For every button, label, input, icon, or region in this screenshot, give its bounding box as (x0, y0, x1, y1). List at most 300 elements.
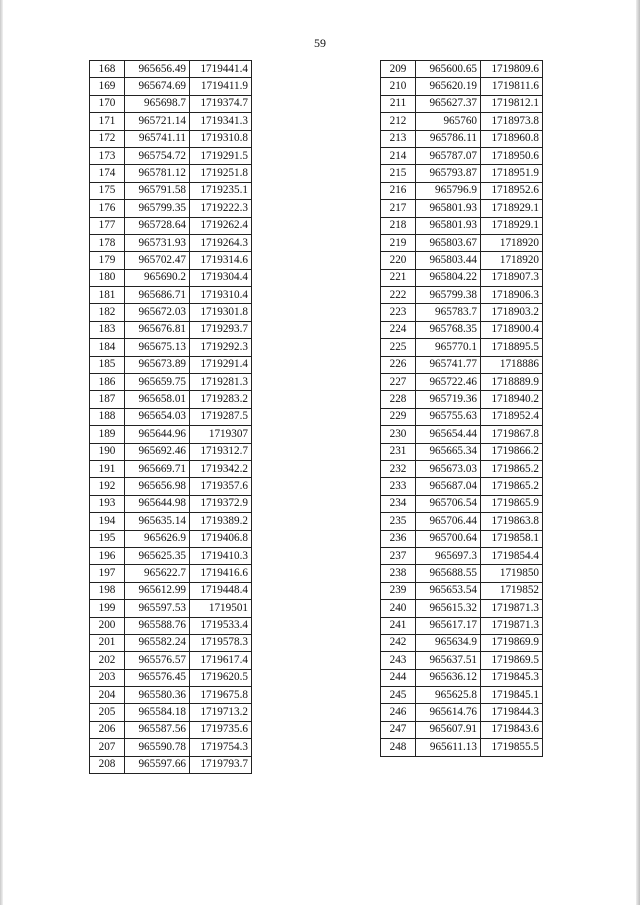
x-coordinate-cell: 965654.44 (416, 426, 481, 443)
point-number-cell: 215 (381, 165, 416, 182)
table-row (381, 304, 543, 321)
table-row (381, 443, 543, 460)
y-coordinate-cell: 1719675.8 (190, 687, 252, 704)
x-coordinate-cell: 965692.46 (125, 443, 190, 460)
table-row (90, 374, 252, 391)
y-coordinate-cell: 1719406.8 (190, 530, 252, 547)
point-number-cell: 241 (381, 617, 416, 634)
table-row (381, 61, 543, 78)
point-number-cell: 220 (381, 252, 416, 269)
x-coordinate-cell: 965804.22 (416, 269, 481, 286)
table-row (90, 182, 252, 199)
y-coordinate-cell: 1719372.9 (190, 495, 252, 512)
x-coordinate-cell: 965622.7 (125, 565, 190, 582)
y-coordinate-cell: 1719533.4 (190, 617, 252, 634)
x-coordinate-cell: 965590.78 (125, 739, 190, 756)
y-coordinate-cell: 1718906.3 (481, 287, 543, 304)
point-number-cell: 247 (381, 721, 416, 738)
table-row (90, 721, 252, 738)
table-row (381, 408, 543, 425)
table-row (381, 269, 543, 286)
table-row (381, 739, 543, 756)
point-number-cell: 196 (90, 547, 125, 564)
point-number-cell: 244 (381, 669, 416, 686)
x-coordinate-cell: 965625.8 (416, 687, 481, 704)
table-row (381, 547, 543, 564)
y-coordinate-cell: 1719357.6 (190, 478, 252, 495)
y-coordinate-cell: 1719812.1 (481, 95, 543, 112)
point-number-cell: 170 (90, 95, 125, 112)
table-row (381, 495, 543, 512)
x-coordinate-cell: 965787.07 (416, 147, 481, 164)
table-row (90, 687, 252, 704)
table-row (90, 391, 252, 408)
x-coordinate-cell: 965796.9 (416, 182, 481, 199)
point-number-cell: 202 (90, 652, 125, 669)
table-row (90, 252, 252, 269)
y-coordinate-cell: 1719578.3 (190, 634, 252, 651)
y-coordinate-cell: 1719374.7 (190, 95, 252, 112)
point-number-cell: 176 (90, 200, 125, 217)
point-number-cell: 207 (90, 739, 125, 756)
point-number-cell: 218 (381, 217, 416, 234)
x-coordinate-cell: 965644.96 (125, 426, 190, 443)
table-row (381, 130, 543, 147)
table-row (381, 478, 543, 495)
table-row (381, 582, 543, 599)
x-coordinate-cell: 965803.67 (416, 234, 481, 251)
table-row (90, 478, 252, 495)
table-row (90, 234, 252, 251)
y-coordinate-cell: 1719411.9 (190, 78, 252, 95)
table-row (90, 339, 252, 356)
point-number-cell: 182 (90, 304, 125, 321)
table-row (90, 78, 252, 95)
y-coordinate-cell: 1719264.3 (190, 234, 252, 251)
x-coordinate-cell: 965588.76 (125, 617, 190, 634)
y-coordinate-cell: 1719342.2 (190, 460, 252, 477)
point-number-cell: 201 (90, 634, 125, 651)
point-number-cell: 180 (90, 269, 125, 286)
x-coordinate-cell: 965676.81 (125, 321, 190, 338)
point-number-cell: 175 (90, 182, 125, 199)
y-coordinate-cell: 1719754.3 (190, 739, 252, 756)
x-coordinate-cell: 965636.12 (416, 669, 481, 686)
point-number-cell: 222 (381, 287, 416, 304)
y-coordinate-cell: 1719869.9 (481, 634, 543, 651)
x-coordinate-cell: 965644.98 (125, 495, 190, 512)
x-coordinate-cell: 965768.35 (416, 321, 481, 338)
y-coordinate-cell: 1719850 (481, 565, 543, 582)
point-number-cell: 190 (90, 443, 125, 460)
table-row (90, 634, 252, 651)
table-row (90, 321, 252, 338)
point-number-cell: 216 (381, 182, 416, 199)
x-coordinate-cell: 965803.44 (416, 252, 481, 269)
table-row (90, 652, 252, 669)
x-coordinate-cell: 965786.11 (416, 130, 481, 147)
page-number: 59 (314, 36, 326, 50)
y-coordinate-cell: 1719869.5 (481, 652, 543, 669)
y-coordinate-cell: 1719845.1 (481, 687, 543, 704)
x-coordinate-cell: 965728.64 (125, 217, 190, 234)
y-coordinate-cell: 1719843.6 (481, 721, 543, 738)
point-number-cell: 184 (90, 339, 125, 356)
y-coordinate-cell: 1719448.4 (190, 582, 252, 599)
point-number-cell: 177 (90, 217, 125, 234)
y-coordinate-cell: 1718973.8 (481, 113, 543, 130)
x-coordinate-cell: 965688.55 (416, 565, 481, 582)
y-coordinate-cell: 1719283.2 (190, 391, 252, 408)
point-number-cell: 227 (381, 374, 416, 391)
x-coordinate-cell: 965731.93 (125, 234, 190, 251)
point-number-cell: 189 (90, 426, 125, 443)
y-coordinate-cell: 1718889.9 (481, 374, 543, 391)
point-number-cell: 234 (381, 495, 416, 512)
y-coordinate-cell: 1719262.4 (190, 217, 252, 234)
table-row (381, 704, 543, 721)
table-row (381, 565, 543, 582)
y-coordinate-cell: 1719852 (481, 582, 543, 599)
table-row (381, 287, 543, 304)
y-coordinate-cell: 1719441.4 (190, 61, 252, 78)
x-coordinate-cell: 965620.19 (416, 78, 481, 95)
point-number-cell: 171 (90, 113, 125, 130)
table-row (381, 374, 543, 391)
x-coordinate-cell: 965770.1 (416, 339, 481, 356)
x-coordinate-cell: 965706.54 (416, 495, 481, 512)
y-coordinate-cell: 1719617.4 (190, 652, 252, 669)
x-coordinate-cell: 965721.14 (125, 113, 190, 130)
point-number-cell: 226 (381, 356, 416, 373)
table-row (90, 756, 252, 773)
y-coordinate-cell: 1718886 (481, 356, 543, 373)
y-coordinate-cell: 1719222.3 (190, 200, 252, 217)
x-coordinate-cell: 965653.54 (416, 582, 481, 599)
coordinates-table-right (380, 60, 543, 757)
point-number-cell: 187 (90, 391, 125, 408)
point-number-cell: 213 (381, 130, 416, 147)
x-coordinate-cell: 965702.47 (125, 252, 190, 269)
x-coordinate-cell: 965686.71 (125, 287, 190, 304)
table-row (381, 460, 543, 477)
table-row (90, 565, 252, 582)
point-number-cell: 199 (90, 600, 125, 617)
y-coordinate-cell: 1719251.8 (190, 165, 252, 182)
y-coordinate-cell: 1719314.6 (190, 252, 252, 269)
x-coordinate-cell: 965654.03 (125, 408, 190, 425)
table-row (90, 304, 252, 321)
x-coordinate-cell: 965719.36 (416, 391, 481, 408)
x-coordinate-cell: 965625.35 (125, 547, 190, 564)
x-coordinate-cell: 965617.17 (416, 617, 481, 634)
point-number-cell: 192 (90, 478, 125, 495)
y-coordinate-cell: 1719281.3 (190, 374, 252, 391)
point-number-cell: 210 (381, 78, 416, 95)
x-coordinate-cell: 965672.03 (125, 304, 190, 321)
y-coordinate-cell: 1719301.8 (190, 304, 252, 321)
x-coordinate-cell: 965612.99 (125, 582, 190, 599)
x-coordinate-cell: 965706.44 (416, 513, 481, 530)
point-number-cell: 206 (90, 721, 125, 738)
table-row (90, 113, 252, 130)
table-row (90, 165, 252, 182)
y-coordinate-cell: 1718951.9 (481, 165, 543, 182)
y-coordinate-cell: 1719865.2 (481, 478, 543, 495)
y-coordinate-cell: 1719854.4 (481, 547, 543, 564)
point-number-cell: 232 (381, 460, 416, 477)
point-number-cell: 203 (90, 669, 125, 686)
table-row (381, 721, 543, 738)
x-coordinate-cell: 965754.72 (125, 147, 190, 164)
table-row (381, 617, 543, 634)
table-row (90, 495, 252, 512)
y-coordinate-cell: 1719713.2 (190, 704, 252, 721)
point-number-cell: 245 (381, 687, 416, 704)
y-coordinate-cell: 1719416.6 (190, 565, 252, 582)
table-row (381, 687, 543, 704)
table-row (381, 339, 543, 356)
table-row (90, 617, 252, 634)
table-row (381, 113, 543, 130)
y-coordinate-cell: 1719389.2 (190, 513, 252, 530)
table-row (381, 200, 543, 217)
point-number-cell: 204 (90, 687, 125, 704)
x-coordinate-cell: 965580.36 (125, 687, 190, 704)
table-row (90, 669, 252, 686)
x-coordinate-cell: 965673.03 (416, 460, 481, 477)
x-coordinate-cell: 965783.7 (416, 304, 481, 321)
y-coordinate-cell: 1719865.9 (481, 495, 543, 512)
table-row (90, 426, 252, 443)
point-number-cell: 225 (381, 339, 416, 356)
y-coordinate-cell: 1719304.4 (190, 269, 252, 286)
table-row (381, 165, 543, 182)
point-number-cell: 197 (90, 565, 125, 582)
x-coordinate-cell: 965597.66 (125, 756, 190, 773)
x-coordinate-cell: 965760 (416, 113, 481, 130)
point-number-cell: 239 (381, 582, 416, 599)
x-coordinate-cell: 965799.38 (416, 287, 481, 304)
y-coordinate-cell: 1719863.8 (481, 513, 543, 530)
table-row (381, 147, 543, 164)
table-row (90, 704, 252, 721)
x-coordinate-cell: 965793.87 (416, 165, 481, 182)
y-coordinate-cell: 1719310.8 (190, 130, 252, 147)
point-number-cell: 217 (381, 200, 416, 217)
point-number-cell: 236 (381, 530, 416, 547)
y-coordinate-cell: 1718952.6 (481, 182, 543, 199)
table-row (90, 460, 252, 477)
table-row (90, 408, 252, 425)
scan-edge-right (636, 0, 640, 905)
x-coordinate-cell: 965698.7 (125, 95, 190, 112)
y-coordinate-cell: 1719871.3 (481, 617, 543, 634)
y-coordinate-cell: 1718950.6 (481, 147, 543, 164)
coordinates-table-left (89, 60, 252, 774)
x-coordinate-cell: 965658.01 (125, 391, 190, 408)
point-number-cell: 172 (90, 130, 125, 147)
y-coordinate-cell: 1719310.4 (190, 287, 252, 304)
x-coordinate-cell: 965791.58 (125, 182, 190, 199)
y-coordinate-cell: 1719845.3 (481, 669, 543, 686)
x-coordinate-cell: 965576.57 (125, 652, 190, 669)
y-coordinate-cell: 1719871.3 (481, 600, 543, 617)
x-coordinate-cell: 965665.34 (416, 443, 481, 460)
table-row (381, 426, 543, 443)
point-number-cell: 246 (381, 704, 416, 721)
point-number-cell: 181 (90, 287, 125, 304)
y-coordinate-cell: 1719844.3 (481, 704, 543, 721)
x-coordinate-cell: 965722.46 (416, 374, 481, 391)
y-coordinate-cell: 1718895.5 (481, 339, 543, 356)
x-coordinate-cell: 965687.04 (416, 478, 481, 495)
x-coordinate-cell: 965755.63 (416, 408, 481, 425)
table-row (90, 269, 252, 286)
table-row (381, 356, 543, 373)
point-number-cell: 174 (90, 165, 125, 182)
y-coordinate-cell: 1719312.7 (190, 443, 252, 460)
table-row (381, 652, 543, 669)
x-coordinate-cell: 965690.2 (125, 269, 190, 286)
table-row (90, 147, 252, 164)
x-coordinate-cell: 965626.9 (125, 530, 190, 547)
table-row (381, 78, 543, 95)
point-number-cell: 240 (381, 600, 416, 617)
x-coordinate-cell: 965799.35 (125, 200, 190, 217)
point-number-cell: 205 (90, 704, 125, 721)
table-row (381, 669, 543, 686)
x-coordinate-cell: 965675.13 (125, 339, 190, 356)
y-coordinate-cell: 1718903.2 (481, 304, 543, 321)
y-coordinate-cell: 1719620.5 (190, 669, 252, 686)
x-coordinate-cell: 965669.71 (125, 460, 190, 477)
table-row (90, 739, 252, 756)
point-number-cell: 186 (90, 374, 125, 391)
x-coordinate-cell: 965635.14 (125, 513, 190, 530)
table-row (90, 200, 252, 217)
point-number-cell: 185 (90, 356, 125, 373)
y-coordinate-cell: 1719735.6 (190, 721, 252, 738)
x-coordinate-cell: 965673.89 (125, 356, 190, 373)
x-coordinate-cell: 965781.12 (125, 165, 190, 182)
point-number-cell: 214 (381, 147, 416, 164)
point-number-cell: 231 (381, 443, 416, 460)
point-number-cell: 169 (90, 78, 125, 95)
x-coordinate-cell: 965700.64 (416, 530, 481, 547)
y-coordinate-cell: 1719811.6 (481, 78, 543, 95)
point-number-cell: 200 (90, 617, 125, 634)
y-coordinate-cell: 1718900.4 (481, 321, 543, 338)
y-coordinate-cell: 1719867.8 (481, 426, 543, 443)
x-coordinate-cell: 965587.56 (125, 721, 190, 738)
x-coordinate-cell: 965582.24 (125, 634, 190, 651)
x-coordinate-cell: 965576.45 (125, 669, 190, 686)
point-number-cell: 178 (90, 234, 125, 251)
table-row (381, 634, 543, 651)
x-coordinate-cell: 965634.9 (416, 634, 481, 651)
point-number-cell: 229 (381, 408, 416, 425)
x-coordinate-cell: 965615.32 (416, 600, 481, 617)
point-number-cell: 237 (381, 547, 416, 564)
x-coordinate-cell: 965600.65 (416, 61, 481, 78)
point-number-cell: 219 (381, 234, 416, 251)
y-coordinate-cell: 1719855.5 (481, 739, 543, 756)
table-row (90, 547, 252, 564)
x-coordinate-cell: 965584.18 (125, 704, 190, 721)
table-row (90, 443, 252, 460)
x-coordinate-cell: 965611.13 (416, 739, 481, 756)
table-row (90, 61, 252, 78)
point-number-cell: 243 (381, 652, 416, 669)
point-number-cell: 224 (381, 321, 416, 338)
point-number-cell: 211 (381, 95, 416, 112)
table-row (381, 391, 543, 408)
y-coordinate-cell: 1719291.4 (190, 356, 252, 373)
point-number-cell: 195 (90, 530, 125, 547)
y-coordinate-cell: 1719287.5 (190, 408, 252, 425)
table-row (90, 130, 252, 147)
y-coordinate-cell: 1718952.4 (481, 408, 543, 425)
y-coordinate-cell: 1719293.7 (190, 321, 252, 338)
y-coordinate-cell: 1718920 (481, 252, 543, 269)
table-row (90, 513, 252, 530)
y-coordinate-cell: 1719291.5 (190, 147, 252, 164)
point-number-cell: 179 (90, 252, 125, 269)
y-coordinate-cell: 1719235.1 (190, 182, 252, 199)
y-coordinate-cell: 1719865.2 (481, 460, 543, 477)
x-coordinate-cell: 965801.93 (416, 217, 481, 234)
x-coordinate-cell: 965659.75 (125, 374, 190, 391)
y-coordinate-cell: 1718940.2 (481, 391, 543, 408)
y-coordinate-cell: 1719292.3 (190, 339, 252, 356)
x-coordinate-cell: 965656.98 (125, 478, 190, 495)
point-number-cell: 242 (381, 634, 416, 651)
table-row (381, 182, 543, 199)
point-number-cell: 223 (381, 304, 416, 321)
x-coordinate-cell: 965656.49 (125, 61, 190, 78)
y-coordinate-cell: 1719410.3 (190, 547, 252, 564)
x-coordinate-cell: 965741.77 (416, 356, 481, 373)
y-coordinate-cell: 1719866.2 (481, 443, 543, 460)
point-number-cell: 198 (90, 582, 125, 599)
table-row (381, 513, 543, 530)
point-number-cell: 233 (381, 478, 416, 495)
x-coordinate-cell: 965627.37 (416, 95, 481, 112)
table-row (90, 356, 252, 373)
x-coordinate-cell: 965801.93 (416, 200, 481, 217)
y-coordinate-cell: 1718929.1 (481, 200, 543, 217)
point-number-cell: 238 (381, 565, 416, 582)
x-coordinate-cell: 965597.53 (125, 600, 190, 617)
table-row (90, 95, 252, 112)
table-row (381, 530, 543, 547)
table-row (90, 287, 252, 304)
table-row (381, 252, 543, 269)
y-coordinate-cell: 1718920 (481, 234, 543, 251)
y-coordinate-cell: 1718929.1 (481, 217, 543, 234)
point-number-cell: 212 (381, 113, 416, 130)
table-row (381, 217, 543, 234)
point-number-cell: 209 (381, 61, 416, 78)
point-number-cell: 173 (90, 147, 125, 164)
table-row (90, 582, 252, 599)
table-row (90, 217, 252, 234)
point-number-cell: 183 (90, 321, 125, 338)
y-coordinate-cell: 1719341.3 (190, 113, 252, 130)
y-coordinate-cell: 1719501 (190, 600, 252, 617)
x-coordinate-cell: 965697.3 (416, 547, 481, 564)
